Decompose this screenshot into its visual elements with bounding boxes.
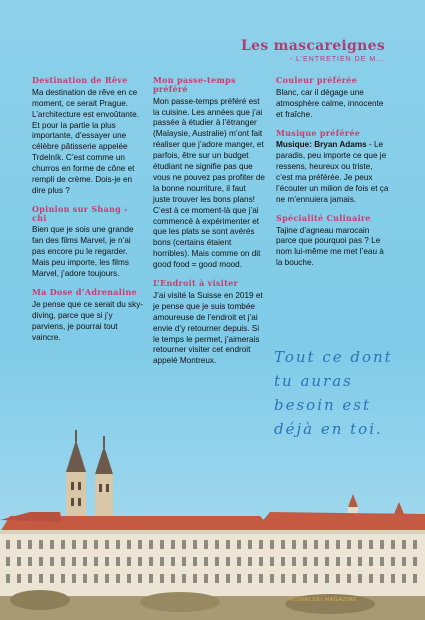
building-window	[270, 574, 274, 583]
building-window	[413, 557, 417, 566]
building-window	[226, 540, 230, 549]
building-window	[105, 557, 109, 566]
building-window	[413, 574, 417, 583]
section-text: Bien que je sois une grande fan des films Marvel, je n’ai pas encore pu le regarder. Mais peu importe, les films Marvel, j’adore toujours.	[32, 225, 134, 279]
building-window	[160, 574, 164, 583]
building-window	[292, 574, 296, 583]
building-window	[105, 540, 109, 549]
building-window	[127, 557, 131, 566]
section-destination	[32, 76, 144, 197]
building-window	[215, 574, 219, 583]
building-window	[182, 557, 186, 566]
building-window	[28, 557, 32, 566]
section-visited	[153, 279, 265, 367]
section-heading: Couleur préférée	[276, 75, 358, 85]
section-hobby	[153, 76, 265, 271]
building-window	[28, 574, 32, 583]
building-window	[347, 557, 351, 566]
building-window	[39, 557, 43, 566]
music-text: - Le paradis, peu importe ce que je ressens, heureux ou triste, c’est ma préférée. Je peux l’écouter un milion de fois et ça ne m’ennuiera jamais.	[276, 140, 389, 204]
building-window	[380, 574, 384, 583]
building-window	[171, 574, 175, 583]
building-window	[204, 540, 208, 549]
building-window	[83, 540, 87, 549]
building-window	[94, 574, 98, 583]
building-window	[413, 540, 417, 549]
section-heading: Mon passe-temps préféré	[153, 75, 236, 94]
building-window	[204, 557, 208, 566]
building-window	[6, 574, 10, 583]
building-window	[336, 540, 340, 549]
building-window	[358, 574, 362, 583]
building-window	[17, 557, 21, 566]
building-window	[347, 540, 351, 549]
building-window	[391, 557, 395, 566]
section-text: Blanc, car il dégage une atmosphère calme, innocente et fraîche.	[276, 87, 384, 119]
quote-line: tu auras	[274, 372, 353, 390]
column-3	[276, 76, 391, 277]
building-window	[215, 557, 219, 566]
pull-quote	[274, 345, 414, 441]
building-window	[402, 574, 406, 583]
building-window	[391, 574, 395, 583]
building-window	[138, 540, 142, 549]
section-text: Mon passe-temps préféré est la cuisine. Les années que j’ai passée à étudier à l’étranger (Malaysie, Australie) m’ont fait réaliser que j’adore manger, et parfois, être sur un budget étudiant ne signifie pas que vous ne pouvez pas profiter de la bonne nourriture, il faut juste trouver les bons plans! C’est à ce moment-là que j’ai commencé à expérimenter et que les plats se sont avérés bons (certains étaient horribles). Mais comme on dit good food = good mood.	[153, 96, 265, 270]
column-2	[153, 76, 265, 375]
building-window	[391, 540, 395, 549]
building-window	[6, 557, 10, 566]
building-window	[248, 540, 252, 549]
building-window	[281, 540, 285, 549]
section-heading: Musique préférée	[276, 127, 361, 138]
building-window	[72, 557, 76, 566]
building-window	[83, 557, 87, 566]
building-window	[182, 574, 186, 583]
building-window	[314, 540, 318, 549]
building-window	[237, 574, 241, 583]
building-window	[336, 557, 340, 566]
section-text: J’ai visité la Suisse en 2019 et je pense que je suis tombée amoureuse de l’endroit et j’ai envie d’y retourner depuis. Si le temps le permet, j’aimerais retourner visiter cet endroit appelé Montreux.	[153, 290, 263, 366]
building-window	[171, 540, 175, 549]
section-text	[276, 140, 391, 205]
building-window	[39, 540, 43, 549]
building-window	[281, 574, 285, 583]
building-window	[369, 574, 373, 583]
building-window	[171, 557, 175, 566]
building-window	[61, 557, 65, 566]
building-window	[303, 574, 307, 583]
section-heading: Ma Dose d’Adrenaline	[32, 286, 137, 297]
building-window	[259, 557, 263, 566]
building-window	[380, 557, 384, 566]
building-window	[215, 540, 219, 549]
section-heading: Opinion sur Shang - chi	[32, 203, 128, 223]
building-window	[193, 557, 197, 566]
section-color	[276, 76, 391, 121]
building-window	[402, 540, 406, 549]
section-text: Je pense que ce serait du sky-diving, parce que si j’y parviens, je pourrai tout vaincre.	[32, 299, 144, 342]
building-window	[138, 574, 142, 583]
building-window	[303, 540, 307, 549]
building-window	[358, 557, 362, 566]
building-window	[116, 540, 120, 549]
quote-line: besoin est	[274, 396, 372, 414]
section-culinary	[276, 214, 391, 269]
building-window	[226, 557, 230, 566]
building-window	[270, 557, 274, 566]
building-window	[259, 540, 263, 549]
building-window	[248, 574, 252, 583]
building-window	[281, 557, 285, 566]
building-window	[325, 557, 329, 566]
section-heading: Spécialité Culinaire	[276, 212, 371, 223]
page-title: Les mascareignes	[240, 38, 385, 54]
building-window	[138, 557, 142, 566]
building-window	[160, 557, 164, 566]
section-text: Ma destination de rêve en ce moment, ce serait Prague. L’architecture est envoûtante. Et pour la partie la plus importante, d’essayer une célèbre pâtisserie appelée Trdelník. C’est comme un churros en forme de cône et rempli de crème. Dois-je en dire plus ?	[32, 87, 139, 195]
building-window	[193, 540, 197, 549]
building-window	[259, 574, 263, 583]
building-window	[50, 557, 54, 566]
section-shang	[32, 205, 144, 280]
building-window	[39, 574, 43, 583]
building-window	[17, 574, 21, 583]
building-window	[325, 574, 329, 583]
building-window	[325, 540, 329, 549]
building-window	[61, 574, 65, 583]
building-window	[50, 574, 54, 583]
building-window	[226, 574, 230, 583]
building-window	[50, 540, 54, 549]
building-window	[149, 574, 153, 583]
building-window	[303, 557, 307, 566]
building-window	[83, 574, 87, 583]
page-subtitle: - L’ENTRETIEN DE M...	[289, 56, 385, 63]
building-window	[248, 557, 252, 566]
building-window	[116, 574, 120, 583]
building-window	[94, 540, 98, 549]
building-window	[61, 540, 65, 549]
building-window	[72, 574, 76, 583]
building-window	[149, 557, 153, 566]
building-window	[314, 557, 318, 566]
building-window	[292, 540, 296, 549]
building-window	[28, 540, 32, 549]
section-text: Tajine d’agneau marocain parce que pourquoi pas ? Le nom lui-même me met l’eau à la bouche.	[276, 225, 384, 268]
building-window	[72, 540, 76, 549]
building-window	[270, 540, 274, 549]
building-window	[17, 540, 21, 549]
building-window	[182, 540, 186, 549]
building-window	[237, 557, 241, 566]
section-heading: L’Endroit à visiter	[153, 278, 238, 289]
building-window	[314, 574, 318, 583]
building-window	[127, 540, 131, 549]
footer-text: KOWALSKI MAGAZINE	[290, 597, 358, 603]
section-heading: Destination de Rêve	[32, 75, 128, 85]
building-window	[237, 540, 241, 549]
building-window	[160, 540, 164, 549]
building-window	[369, 540, 373, 549]
building-window	[105, 574, 109, 583]
building-window	[127, 574, 131, 583]
building-window	[94, 557, 98, 566]
section-music	[276, 129, 391, 206]
building-window	[292, 557, 296, 566]
column-1	[32, 76, 144, 351]
building-window	[116, 557, 120, 566]
building-window	[193, 574, 197, 583]
building-window	[369, 557, 373, 566]
building-window	[149, 540, 153, 549]
quote-line: déjà en toi.	[274, 420, 383, 438]
building-window	[336, 574, 340, 583]
building-window	[347, 574, 351, 583]
building-window	[402, 557, 406, 566]
section-adrenaline	[32, 288, 144, 343]
building-window	[204, 574, 208, 583]
building-window	[6, 540, 10, 549]
music-label: Musique: Bryan Adams	[276, 140, 367, 150]
building-window	[380, 540, 384, 549]
building-window	[358, 540, 362, 549]
quote-line: Tout ce dont	[274, 348, 393, 366]
